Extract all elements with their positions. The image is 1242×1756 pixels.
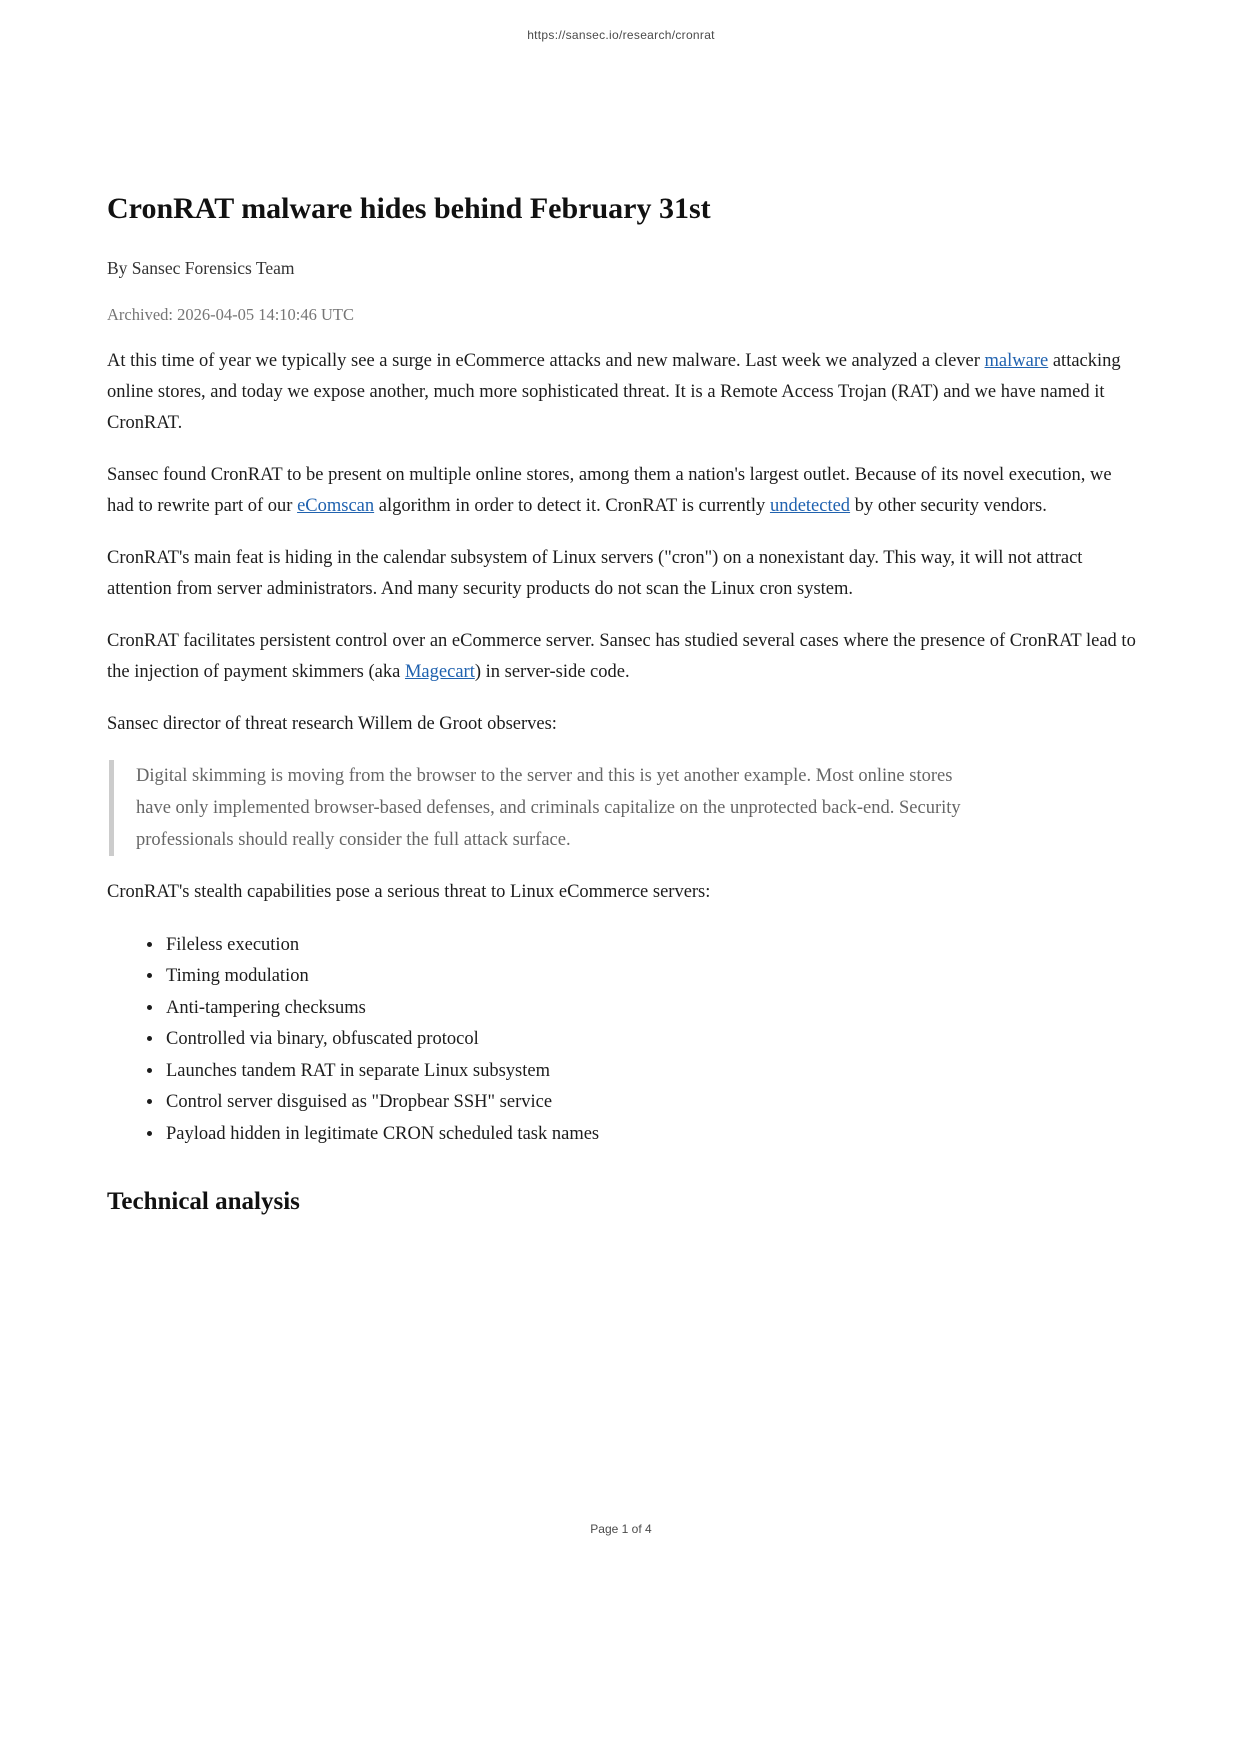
- paragraph-text: attacking online stores, and today we expose another, much more sophisticated threat. It is a Remote Access Trojan (RAT) and we have named it CronRAT.: [107, 350, 1121, 433]
- list-item: • Fileless execution: [164, 930, 1137, 962]
- article-title: CronRAT malware hides behind February 31st: [107, 192, 711, 225]
- list-item: • Anti-tampering checksums: [164, 993, 1137, 1025]
- archived-timestamp: Archived: 2026-04-05 14:10:46 UTC: [107, 304, 355, 324]
- list-item: • Control server disguised as "Dropbear SSH" service: [164, 1087, 1137, 1119]
- paragraph-text: Sansec director of threat research Willem de Groot observes:: [107, 713, 557, 734]
- malware-link[interactable]: malware: [984, 350, 1049, 371]
- list-item: • Controlled via binary, obfuscated protocol: [164, 1024, 1137, 1056]
- page-number: Page 1 of 4: [590, 1522, 652, 1536]
- stealth-capability-list: [107, 930, 1137, 1151]
- article-byline: By Sansec Forensics Team: [107, 257, 295, 278]
- paragraph-text: Sansec found CronRAT to be present on multiple online stores, among them a nation's largest outlet. Because of its novel execution, we had to rewrite part of our: [107, 464, 1112, 516]
- list-item: • Launches tandem RAT in separate Linux subsystem: [164, 1056, 1137, 1088]
- paragraph-quote-lead: [107, 709, 1137, 740]
- paragraph-detection: [107, 460, 1137, 522]
- director-quote: Digital skimming is moving from the browser to the server and this is yet another example. Most online stores have only implemented browser-based defenses, and criminals capitalize on the unprotected back-end. Security professionals should really consider the full attack surface.: [109, 760, 989, 856]
- section-heading-technical-analysis: Technical analysis: [107, 1188, 300, 1215]
- paragraph-cron-hiding: [107, 543, 1137, 605]
- paragraph-text: At this time of year we typically see a surge in eCommerce attacks and new malware. Last week we analyzed a clever: [107, 350, 985, 371]
- paragraph-text: ) in server-side code.: [474, 661, 630, 682]
- paragraph-persistence: [107, 626, 1137, 688]
- print-header-url: https://sansec.io/research/cronrat: [527, 28, 715, 42]
- paragraph-text: CronRAT's main feat is hiding in the calendar subsystem of Linux servers ("cron") on a nonexistant day. This way, it will not attract attention from server administrators. And many security products do not scan the Linux cron system.: [107, 547, 1083, 599]
- paragraph-text: CronRAT facilitates persistent control over an eCommerce server. Sansec has studied several cases where the presence of CronRAT lead to the injection of payment skimmers (aka: [107, 630, 1136, 682]
- undetected-link[interactable]: undetected: [769, 495, 851, 516]
- paragraph-intro: [107, 346, 1137, 439]
- article: [107, 0, 1137, 1216]
- ecomscan-link[interactable]: eComscan: [297, 495, 375, 516]
- paragraph-text: by other security vendors.: [850, 495, 1047, 516]
- paragraph-stealth-lead: [107, 877, 1137, 908]
- list-item: • Payload hidden in legitimate CRON scheduled task names: [164, 1119, 1137, 1151]
- paragraph-text: algorithm in order to detect it. CronRAT is currently: [374, 495, 770, 516]
- paragraph-text: CronRAT's stealth capabilities pose a serious threat to Linux eCommerce servers:: [107, 881, 711, 902]
- list-item: • Timing modulation: [164, 961, 1137, 993]
- magecart-link[interactable]: Magecart: [404, 661, 475, 682]
